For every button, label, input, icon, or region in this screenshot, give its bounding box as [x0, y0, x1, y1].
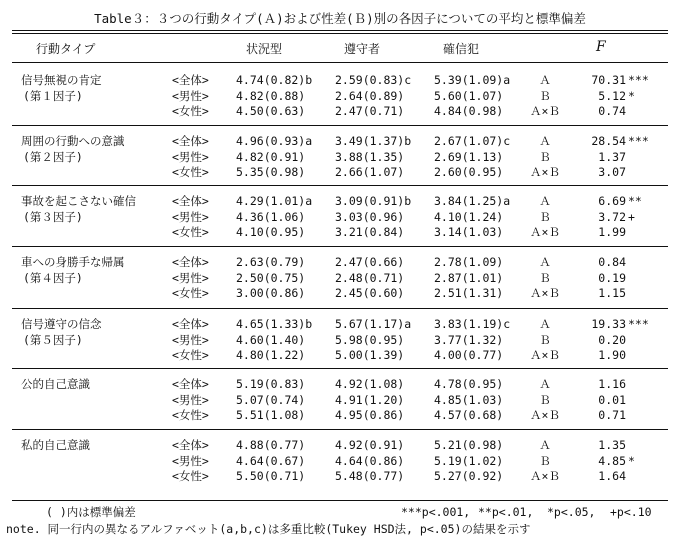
cell-complier: 4.92(0.91): [335, 438, 405, 452]
cell-convinced: 5.60(1.07): [434, 88, 504, 103]
cell-convinced: 4.84(0.98): [434, 104, 504, 118]
row-label: <男性>: [172, 88, 209, 103]
table-caption: Table３：３つの行動タイプ(Ａ)および性差(Ｂ)別の各因子についての平均と標準偏差: [94, 11, 586, 26]
cell-f-value: 0.19: [598, 270, 626, 285]
cell-situational: 4.10(0.95): [236, 225, 306, 239]
cell-complier: 5.48(0.77): [335, 469, 405, 483]
cell-significance: ***: [628, 134, 649, 148]
footnote-sig-001: ***p<.001,: [401, 505, 471, 519]
cell-situational: 4.60(1.40): [236, 332, 306, 347]
header-behavior-type: 行動タイプ: [36, 42, 96, 56]
cell-complier: 4.92(1.08): [335, 377, 405, 391]
row-label: <女性>: [172, 348, 209, 362]
cell-convinced: 2.60(0.95): [434, 165, 504, 179]
row-label: <男性>: [172, 453, 209, 468]
cell-complier: 2.48(0.71): [335, 270, 405, 285]
footnote-note: note. 同一行内の異なるアルファベット(a,b,c)は多重比較(Tukey HSD法, p<.05)の結果を示す: [6, 522, 531, 536]
row-label: <男性>: [172, 149, 209, 164]
cell-complier: 2.47(0.66): [335, 255, 405, 269]
cell-situational: 4.64(0.67): [236, 453, 306, 468]
cell-situational: 5.51(1.08): [236, 408, 306, 422]
cell-convinced: 3.84(1.25)a: [434, 194, 511, 208]
cell-situational: 4.74(0.82)b: [236, 73, 313, 87]
cell-complier: 5.67(1.17)a: [335, 317, 412, 331]
cell-effect: Ｂ: [539, 88, 551, 103]
cell-effect: Ａ×Ｂ: [530, 165, 560, 179]
factor-name: 私的自己意識: [21, 438, 90, 452]
cell-complier: 2.66(1.07): [335, 165, 405, 179]
cell-effect: Ａ: [539, 255, 551, 269]
row-label: <女性>: [172, 286, 209, 300]
cell-effect: Ａ: [539, 377, 551, 391]
cell-situational: 4.50(0.63): [236, 104, 306, 118]
cell-complier: 3.09(0.91)b: [335, 194, 412, 208]
cell-convinced: 5.27(0.92): [434, 469, 504, 483]
cell-f-value: 1.15: [598, 286, 626, 300]
cell-situational: 5.07(0.74): [236, 392, 306, 407]
header-rule: [12, 62, 668, 63]
cell-effect: Ａ: [539, 194, 551, 208]
cell-convinced: 4.00(0.77): [434, 348, 504, 362]
table-top-rule: [12, 30, 668, 34]
cell-f-value: 0.01: [598, 392, 626, 407]
factor-name: 事故を起こさない確信: [21, 194, 136, 208]
footnote-parentheses: ( )内は標準偏差: [46, 505, 136, 519]
factor-name: 信号無視の肯定: [21, 73, 102, 87]
cell-complier: 4.95(0.86): [335, 408, 405, 422]
cell-complier: 5.98(0.95): [335, 332, 405, 347]
cell-f-value: 28.54: [591, 134, 626, 148]
cell-convinced: 4.57(0.68): [434, 408, 504, 422]
cell-effect: Ａ×Ｂ: [530, 286, 560, 300]
cell-effect: Ｂ: [539, 149, 551, 164]
cell-complier: 3.03(0.96): [335, 209, 405, 224]
cell-situational: 4.88(0.77): [236, 438, 306, 452]
cell-significance: +: [628, 209, 635, 224]
row-label: <男性>: [172, 332, 209, 347]
cell-effect: Ｂ: [539, 453, 551, 468]
cell-convinced: 3.14(1.03): [434, 225, 504, 239]
cell-f-value: 1.90: [598, 348, 626, 362]
cell-significance: ***: [628, 317, 649, 331]
cell-significance: *: [628, 453, 635, 468]
footnote-sig-01: **p<.01,: [478, 505, 534, 519]
cell-effect: Ａ: [539, 134, 551, 148]
cell-situational: 4.96(0.93)a: [236, 134, 313, 148]
cell-convinced: 5.21(0.98): [434, 438, 504, 452]
cell-effect: Ａ×Ｂ: [530, 104, 560, 118]
cell-complier: 2.64(0.89): [335, 88, 405, 103]
cell-effect: Ｂ: [539, 392, 551, 407]
cell-complier: 3.88(1.35): [335, 149, 405, 164]
cell-f-value: 0.20: [598, 332, 626, 347]
factor-number: (第４因子): [23, 270, 83, 285]
group-separator: [12, 368, 668, 369]
row-label: <女性>: [172, 408, 209, 422]
cell-convinced: 5.39(1.09)a: [434, 73, 511, 87]
factor-number: (第２因子): [23, 149, 83, 164]
cell-effect: Ａ×Ｂ: [530, 348, 560, 362]
row-label: <男性>: [172, 209, 209, 224]
cell-effect: Ｂ: [539, 209, 551, 224]
factor-name: 信号遵守の信念: [21, 317, 102, 331]
cell-f-value: 0.74: [598, 104, 626, 118]
row-label: <男性>: [172, 392, 209, 407]
cell-f-value: 3.07: [598, 165, 626, 179]
cell-situational: 4.82(0.88): [236, 88, 306, 103]
row-label: <全体>: [172, 377, 209, 391]
row-label: <全体>: [172, 73, 209, 87]
row-label: <女性>: [172, 104, 209, 118]
factor-number: (第５因子): [23, 332, 83, 347]
cell-effect: Ａ×Ｂ: [530, 225, 560, 239]
cell-f-value: 70.31: [591, 73, 626, 87]
cell-f-value: 1.37: [598, 149, 626, 164]
cell-effect: Ｂ: [539, 270, 551, 285]
cell-convinced: 3.83(1.19)c: [434, 317, 511, 331]
cell-convinced: 4.78(0.95): [434, 377, 504, 391]
group-separator: [12, 246, 668, 247]
cell-f-value: 6.69: [598, 194, 626, 208]
factor-name: 公的自己意識: [21, 377, 90, 391]
cell-complier: 4.91(1.20): [335, 392, 405, 407]
row-label: <女性>: [172, 225, 209, 239]
cell-situational: 4.82(0.91): [236, 149, 306, 164]
cell-f-value: 4.85: [598, 453, 626, 468]
cell-significance: ***: [628, 73, 649, 87]
row-label: <女性>: [172, 469, 209, 483]
cell-effect: Ａ: [539, 438, 551, 452]
cell-situational: 4.29(1.01)a: [236, 194, 313, 208]
cell-f-value: 19.33: [591, 317, 626, 331]
row-label: <全体>: [172, 317, 209, 331]
cell-f-value: 5.12: [598, 88, 626, 103]
cell-convinced: 4.85(1.03): [434, 392, 504, 407]
cell-convinced: 2.78(1.09): [434, 255, 504, 269]
footnote-sig-05: *p<.05,: [547, 505, 596, 519]
cell-significance: **: [628, 194, 642, 208]
header-f: F: [596, 39, 606, 55]
cell-convinced: 2.51(1.31): [434, 286, 504, 300]
cell-f-value: 1.64: [598, 469, 626, 483]
header-complier: 遵守者: [344, 42, 381, 56]
cell-significance: *: [628, 88, 635, 103]
cell-effect: Ａ×Ｂ: [530, 408, 560, 422]
cell-complier: 2.45(0.60): [335, 286, 405, 300]
factor-name: 周囲の行動への意識: [21, 134, 125, 148]
header-situational: 状況型: [246, 42, 283, 56]
cell-situational: 4.80(1.22): [236, 348, 306, 362]
cell-convinced: 2.69(1.13): [434, 149, 504, 164]
cell-situational: 5.35(0.98): [236, 165, 306, 179]
cell-complier: 4.64(0.86): [335, 453, 405, 468]
group-separator: [12, 429, 668, 430]
cell-complier: 3.49(1.37)b: [335, 134, 412, 148]
cell-convinced: 2.67(1.07)c: [434, 134, 511, 148]
cell-complier: 5.00(1.39): [335, 348, 405, 362]
cell-effect: Ａ×Ｂ: [530, 469, 560, 483]
cell-situational: 5.50(0.71): [236, 469, 306, 483]
cell-complier: 3.21(0.84): [335, 225, 405, 239]
cell-effect: Ａ: [539, 317, 551, 331]
row-label: <全体>: [172, 255, 209, 269]
header-convinced: 確信犯: [443, 42, 480, 56]
group-separator: [12, 308, 668, 309]
cell-situational: 3.00(0.86): [236, 286, 306, 300]
factor-number: (第１因子): [23, 88, 83, 103]
row-label: <全体>: [172, 134, 209, 148]
group-separator: [12, 125, 668, 126]
row-label: <全体>: [172, 438, 209, 452]
cell-complier: 2.47(0.71): [335, 104, 405, 118]
footnote-sig-10: +p<.10: [610, 505, 652, 519]
cell-situational: 4.36(1.06): [236, 209, 306, 224]
cell-f-value: 0.71: [598, 408, 626, 422]
cell-situational: 2.63(0.79): [236, 255, 306, 269]
group-separator: [12, 185, 668, 186]
cell-situational: 5.19(0.83): [236, 377, 306, 391]
cell-situational: 2.50(0.75): [236, 270, 306, 285]
cell-convinced: 5.19(1.02): [434, 453, 504, 468]
factor-name: 車への身勝手な帰属: [21, 255, 125, 269]
cell-f-value: 1.16: [598, 377, 626, 391]
cell-convinced: 2.87(1.01): [434, 270, 504, 285]
cell-situational: 4.65(1.33)b: [236, 317, 313, 331]
cell-effect: Ａ: [539, 73, 551, 87]
row-label: <女性>: [172, 165, 209, 179]
cell-complier: 2.59(0.83)c: [335, 73, 412, 87]
row-label: <男性>: [172, 270, 209, 285]
cell-f-value: 1.99: [598, 225, 626, 239]
cell-effect: Ｂ: [539, 332, 551, 347]
factor-number: (第３因子): [23, 209, 83, 224]
cell-convinced: 3.77(1.32): [434, 332, 504, 347]
row-label: <全体>: [172, 194, 209, 208]
cell-f-value: 0.84: [598, 255, 626, 269]
table-bottom-rule: [12, 500, 668, 501]
cell-f-value: 1.35: [598, 438, 626, 452]
cell-f-value: 3.72: [598, 209, 626, 224]
cell-convinced: 4.10(1.24): [434, 209, 504, 224]
